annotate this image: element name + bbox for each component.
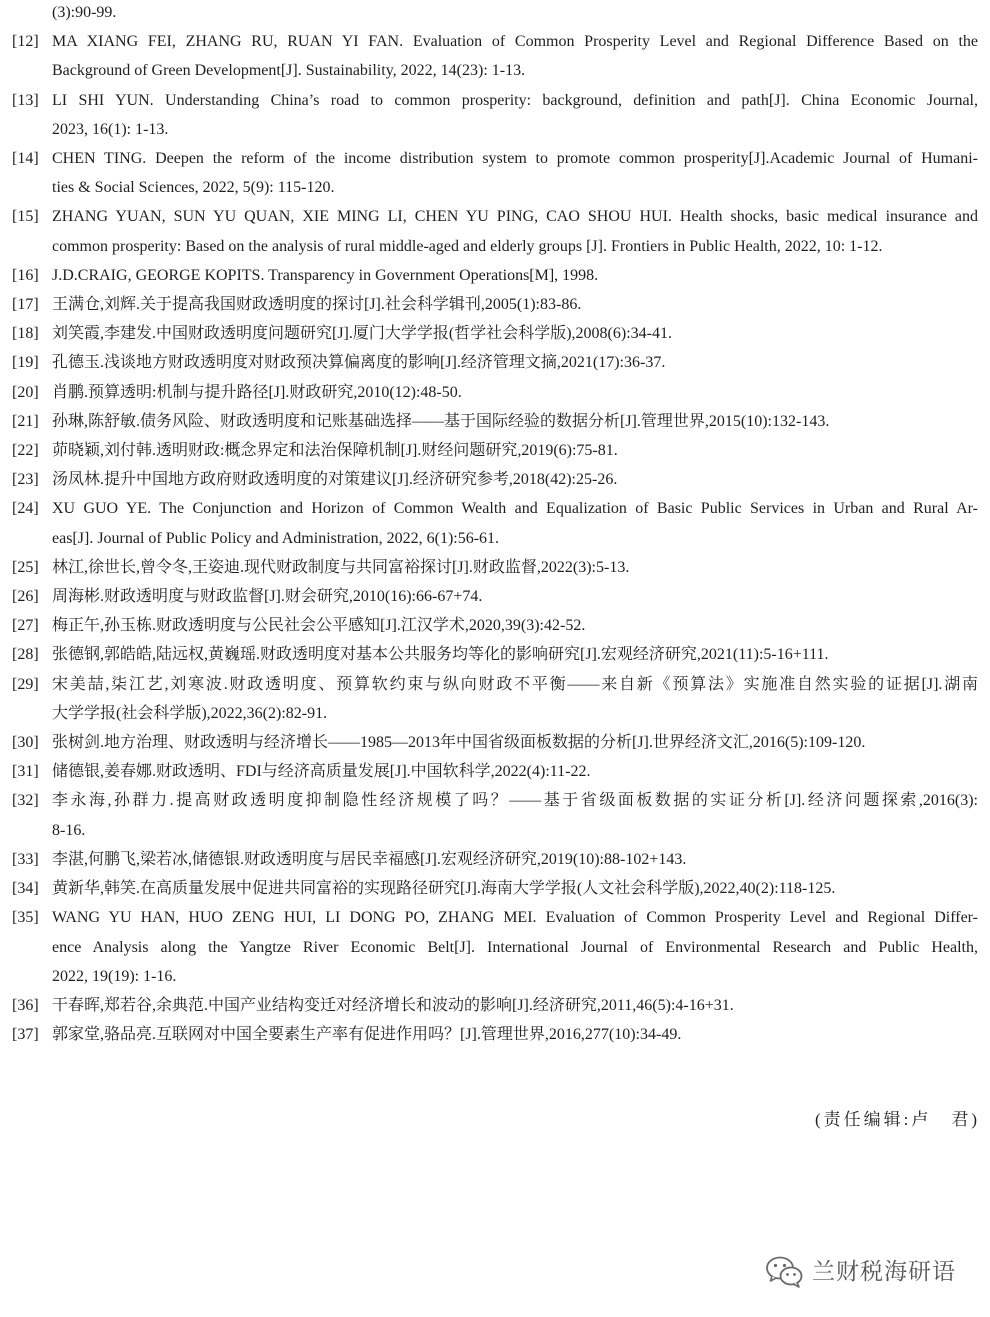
reference-text <box>52 465 978 494</box>
reference-line: LI SHI YUN. Understanding China’s road to common prosperity: background, definition and path[J]. China Economic Journal, <box>52 91 978 109</box>
reference-text <box>52 757 978 786</box>
reference-text <box>52 407 978 436</box>
reference-text <box>52 670 978 728</box>
reference-line: 张德钢,郭皓皓,陆远权,黄巍瑶.财政透明度对基本公共服务均等化的影响研究[J].宏观经济研究,2021(11):5-16+111. <box>52 646 829 664</box>
reference-text <box>52 640 978 669</box>
reference-line: 2023, 16(1): 1-13. <box>52 120 169 138</box>
reference-number: [13] <box>12 91 39 109</box>
reference-number: [18] <box>12 325 39 343</box>
reference-number: [23] <box>12 471 39 489</box>
reference-item <box>0 261 990 290</box>
reference-text <box>52 319 978 348</box>
reference-item <box>0 728 990 757</box>
reference-text <box>52 874 978 903</box>
reference-item <box>0 407 990 436</box>
reference-line: 2022, 19(19): 1-16. <box>52 967 177 985</box>
reference-text <box>52 202 978 260</box>
reference-line: ties & Social Sciences, 2022, 5(9): 115-120. <box>52 179 335 197</box>
reference-line: 汤凤林.提升中国地方政府财政透明度的对策建议[J].经济研究参考,2018(42):25-26. <box>52 471 618 489</box>
reference-line: 李永海,孙群力.提高财政透明度抑制隐性经济规模了吗？——基于省级面板数据的实证分析[J].经济问题探索,2016(3): <box>52 792 978 810</box>
reference-text <box>52 27 978 85</box>
reference-number: [19] <box>12 354 39 372</box>
reference-text <box>52 436 978 465</box>
reference-item <box>0 845 990 874</box>
reference-line: (3):90-99. <box>52 4 117 21</box>
reference-line: 茆晓颖,刘付韩.透明财政:概念界定和法治保障机制[J].财经问题研究,2019(6):75-81. <box>52 442 618 460</box>
reference-line: ence Analysis along the Yangtze River Economic Belt[J]. International Journal of Environmental Research and Public Health, <box>52 938 978 956</box>
reference-line: common prosperity: Based on the analysis of rural middle-aged and elderly groups [J]. Frontiers in Public Health, 2022, 10: 1-12. <box>52 237 883 255</box>
reference-line: 王满仓,刘辉.关于提高我国财政透明度的探讨[J].社会科学辑刊,2005(1):83-86. <box>52 296 582 314</box>
reference-item <box>0 670 990 728</box>
reference-number: [16] <box>12 266 39 284</box>
reference-text <box>52 261 978 290</box>
reference-number: [36] <box>12 996 39 1014</box>
watermark <box>764 1254 956 1290</box>
reference-line: 黄新华,韩笑.在高质量发展中促进共同富裕的实现路径研究[J].海南大学学报(人文社会科学版),2022,40(2):118-125. <box>52 880 836 898</box>
reference-line: 储德银,姜春娜.财政透明、FDI与经济高质量发展[J].中国软科学,2022(4):11-22. <box>52 763 591 781</box>
reference-line: Background of Green Development[J]. Sustainability, 2022, 14(23): 1-13. <box>52 62 526 80</box>
reference-line: 周海彬.财政透明度与财政监督[J].财会研究,2010(16):66-67+74. <box>52 588 483 606</box>
reference-line: 刘笑霞,李建发.中国财政透明度问题研究[J].厦门大学学报(哲学社会科学版),2008(6):34-41. <box>52 325 672 343</box>
reference-line: 郭家堂,骆品亮.互联网对中国全要素生产率有促进作用吗？[J].管理世界,2016,277(10):34-49. <box>52 1026 682 1044</box>
reference-number: [27] <box>12 617 39 635</box>
editor-note: (责任编辑:卢 君) <box>814 1110 980 1129</box>
reference-text <box>52 0 978 27</box>
reference-number: [20] <box>12 383 39 401</box>
reference-number: [37] <box>12 1026 39 1044</box>
reference-line: MA XIANG FEI, ZHANG RU, RUAN YI FAN. Evaluation of Common Prosperity Level and Regional Difference Based on the <box>52 33 978 51</box>
reference-line: J.D.CRAIG, GEORGE KOPITS. Transparency in Government Operations[M], 1998. <box>52 266 599 284</box>
reference-item <box>0 903 990 991</box>
reference-continuation <box>0 0 990 27</box>
reference-item <box>0 494 990 552</box>
reference-item <box>0 786 990 844</box>
reference-item <box>0 611 990 640</box>
reference-number: [29] <box>12 675 39 693</box>
reference-item <box>0 874 990 903</box>
reference-number: [15] <box>12 208 39 226</box>
reference-line: 李湛,何鹏飞,梁若冰,储德银.财政透明度与居民幸福感[J].宏观经济研究,2019(10):88-102+143. <box>52 850 687 868</box>
reference-text <box>52 611 978 640</box>
reference-item <box>0 202 990 260</box>
reference-line: ZHANG YUAN, SUN YU QUAN, XIE MING LI, CHEN YU PING, CAO SHOU HUI. Health shocks, basic medical insurance and <box>52 208 978 226</box>
reference-text <box>52 378 978 407</box>
reference-item <box>0 378 990 407</box>
reference-line: 林江,徐世长,曾令冬,王姿迪.现代财政制度与共同富裕探讨[J].财政监督,2022(3):5-13. <box>52 558 630 576</box>
reference-number: [34] <box>12 880 39 898</box>
reference-item <box>0 436 990 465</box>
reference-text <box>52 728 978 757</box>
reference-line: 宋美喆,柒江艺,刘寒波.财政透明度、预算软约束与纵向财政不平衡——来自新《预算法》实施准自然实验的证据[J].湖南 <box>52 675 978 693</box>
reference-number: [33] <box>12 850 39 868</box>
reference-text <box>52 1020 978 1049</box>
reference-item <box>0 1020 990 1049</box>
reference-text <box>52 553 978 582</box>
reference-text <box>52 845 978 874</box>
reference-text <box>52 86 978 144</box>
wechat-icon <box>764 1254 806 1290</box>
reference-line: 肖鹏.预算透明:机制与提升路径[J].财政研究,2010(12):48-50. <box>52 383 462 401</box>
reference-number: [26] <box>12 588 39 606</box>
reference-number: [14] <box>12 150 39 168</box>
reference-number: [12] <box>12 33 39 51</box>
reference-item <box>0 27 990 85</box>
reference-number: [28] <box>12 646 39 664</box>
reference-item <box>0 582 990 611</box>
reference-text <box>52 903 978 991</box>
watermark-text: 兰财税海研语 <box>812 1259 956 1285</box>
reference-line: 梅正午,孙玉栋.财政透明度与公民社会公平感知[J].江汉学术,2020,39(3):42-52. <box>52 617 586 635</box>
reference-item <box>0 348 990 377</box>
reference-item <box>0 86 990 144</box>
reference-number: [24] <box>12 500 39 518</box>
reference-line: WANG YU HAN, HUO ZENG HUI, LI DONG PO, ZHANG MEI. Evaluation of Common Prosperity Level and Regional Differ- <box>52 909 978 927</box>
reference-line: 孙琳,陈舒敏.债务风险、财政透明度和记账基础选择——基于国际经验的数据分析[J].管理世界,2015(10):132-143. <box>52 412 830 430</box>
reference-number: [21] <box>12 412 39 430</box>
reference-number: [31] <box>12 763 39 781</box>
reference-text <box>52 290 978 319</box>
reference-line: XU GUO YE. The Conjunction and Horizon of Common Wealth and Equalization of Basic Public Services in Urban and Rural Ar- <box>52 500 978 518</box>
reference-number: [25] <box>12 558 39 576</box>
reference-item <box>0 991 990 1020</box>
reference-line: 张树剑.地方治理、财政透明与经济增长——1985—2013年中国省级面板数据的分析[J].世界经济文汇,2016(5):109-120. <box>52 734 866 752</box>
reference-text <box>52 494 978 552</box>
reference-item <box>0 290 990 319</box>
reference-text <box>52 144 978 202</box>
reference-line: eas[J]. Journal of Public Policy and Administration, 2022, 6(1):56-61. <box>52 529 500 547</box>
reference-item <box>0 144 990 202</box>
reference-text <box>52 786 978 844</box>
reference-line: 大学学报(社会科学版),2022,36(2):82-91. <box>52 704 328 722</box>
reference-text <box>52 582 978 611</box>
reference-item <box>0 640 990 669</box>
reference-item <box>0 553 990 582</box>
reference-number: [32] <box>12 792 39 810</box>
reference-line: 孔德玉.浅谈地方财政透明度对财政预决算偏离度的影响[J].经济管理文摘,2021(17):36-37. <box>52 354 666 372</box>
reference-number: [17] <box>12 296 39 314</box>
reference-text <box>52 991 978 1020</box>
reference-number: [35] <box>12 909 39 927</box>
reference-item <box>0 319 990 348</box>
reference-item <box>0 465 990 494</box>
reference-text <box>52 348 978 377</box>
reference-line: CHEN TING. Deepen the reform of the income distribution system to promote common prosperity[J].Academic Journal of Humani- <box>52 150 978 168</box>
reference-number: [22] <box>12 442 39 460</box>
reference-item <box>0 757 990 786</box>
reference-line: 干春晖,郑若谷,余典范.中国产业结构变迁对经济增长和波动的影响[J].经济研究,2011,46(5):4-16+31. <box>52 996 734 1014</box>
reference-line: 8-16. <box>52 821 86 839</box>
reference-number: [30] <box>12 734 39 752</box>
